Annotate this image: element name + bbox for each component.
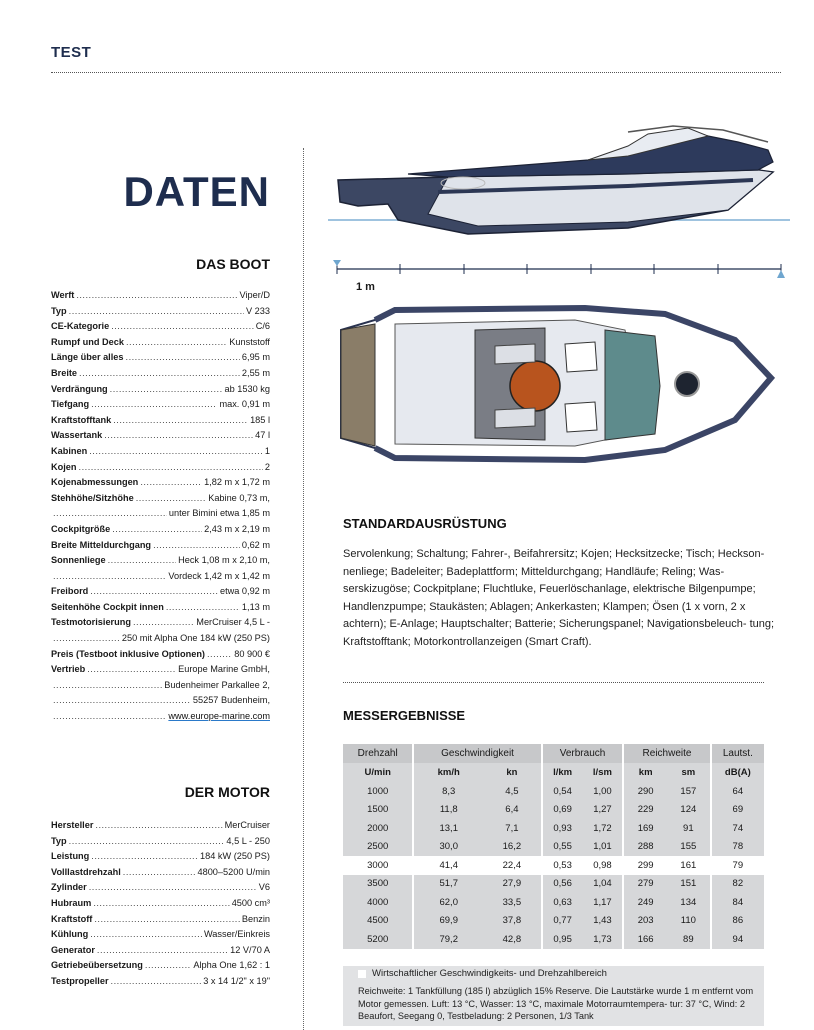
footnote-text: Reichweite: 1 Tankfüllung (185 l) abzüglich 15% Reserve. Die Lautstärke wurde 1 m entfernt vom Motor gemessen. Luft: 13 °C, Wasser: 13 °C, maximale Motorraumtempera- tur: 37 °C, Wind: 2 Beaufort, Seegang 0, Testbeladung: 2 Personen, 1/3 Tank bbox=[358, 986, 754, 1021]
spec-label: Leistung bbox=[51, 851, 90, 862]
table-cell: 7,1 bbox=[483, 819, 542, 838]
table-cell: 82 bbox=[711, 875, 764, 894]
spec-value: 184 kW (250 PS) bbox=[200, 851, 270, 862]
spec-value: Kunststoff bbox=[229, 336, 270, 347]
spec-value: 12 V/70 A bbox=[230, 944, 270, 955]
spec-leader-dots bbox=[53, 709, 166, 725]
spec-value: 6,95 m bbox=[241, 352, 270, 363]
table-cell: 1,00 bbox=[583, 782, 624, 801]
table-cell: 1,72 bbox=[583, 819, 624, 838]
spec-row bbox=[51, 366, 270, 382]
spec-label: Freibord bbox=[51, 586, 89, 597]
spec-row bbox=[51, 631, 270, 647]
spec-row bbox=[51, 319, 270, 335]
table-row bbox=[343, 838, 764, 857]
spec-leader-dots bbox=[108, 553, 176, 569]
legend bbox=[358, 968, 607, 979]
spec-row bbox=[51, 288, 270, 304]
spec-row bbox=[51, 460, 270, 476]
table-cell: 33,5 bbox=[483, 893, 542, 912]
spec-row bbox=[51, 693, 270, 709]
spec-value: Wasser/Einkreis bbox=[203, 929, 270, 940]
table-cell: 42,8 bbox=[483, 930, 542, 949]
spec-label: Preis (Testboot inklusive Optionen) bbox=[51, 648, 205, 659]
spec-leader-dots bbox=[69, 304, 244, 320]
table-cell: 64 bbox=[711, 782, 764, 801]
col-group-drehzahl: Drehzahl bbox=[343, 744, 413, 763]
standard-text: Servolenkung; Schaltung; Fahrer-, Beifahrersitz; Kojen; Hecksitzecke; Tisch; Heckson- nenliege; Badeleiter; Badeplattform; Mitteldurchgang; Handläufe; Reling; Was- serskizugöse; Cockpitplane; Fluchtluke, Feuerlöschanlage, elektrische Bilgenpumpe; Handlenzpumpe; Staukästen; Ablagen; Ankerkasten; Klampen; Ösen (1 x vorn, 2 x achtern); E-Anlage; Hauptschalter; Batterie; Sicherungspanel; Navigationsbeleuch- tung; Kraftstofftank; Motorkontrollanzeigen (Smart Craft). bbox=[343, 548, 775, 648]
spec-leader-dots bbox=[166, 600, 240, 616]
unit-header: U/min bbox=[343, 763, 413, 782]
spec-leader-dots bbox=[126, 335, 227, 351]
spec-label: Kraftstoff bbox=[51, 913, 93, 924]
spec-value: Benzin bbox=[241, 913, 270, 924]
table-cell: 110 bbox=[667, 912, 711, 931]
scale-label: 1 m bbox=[356, 281, 375, 293]
table-cell: 2000 bbox=[343, 819, 413, 838]
spec-label: Breite bbox=[51, 367, 78, 378]
spec-value: ab 1530 kg bbox=[224, 383, 270, 394]
messergebnisse-heading: MESSERGEBNISSE bbox=[343, 708, 466, 723]
spec-leader-dots bbox=[53, 631, 120, 647]
spec-row bbox=[51, 834, 270, 850]
spec-leader-dots bbox=[89, 880, 257, 896]
table-cell: 4000 bbox=[343, 893, 413, 912]
spec-row bbox=[51, 506, 270, 522]
unit-header: l/km bbox=[542, 763, 583, 782]
spec-value: Vordeck 1,42 m x 1,42 m bbox=[168, 570, 270, 581]
unit-header: dB(A) bbox=[711, 763, 764, 782]
spec-value: 55257 Budenheim, bbox=[192, 695, 270, 706]
spec-value: 2,55 m bbox=[241, 367, 270, 378]
table-cell: 229 bbox=[623, 801, 667, 820]
table-cell: 4500 bbox=[343, 912, 413, 931]
table-cell: 51,7 bbox=[413, 875, 483, 894]
table-cell: 27,9 bbox=[483, 875, 542, 894]
measurement-table bbox=[343, 744, 764, 949]
table-cell: 62,0 bbox=[413, 893, 483, 912]
table-cell: 1,27 bbox=[583, 801, 624, 820]
table-cell: 3500 bbox=[343, 875, 413, 894]
table-cell: 249 bbox=[623, 893, 667, 912]
table-cell: 16,2 bbox=[483, 838, 542, 857]
table-cell: 203 bbox=[623, 912, 667, 931]
spec-leader-dots bbox=[91, 397, 217, 413]
spec-leader-dots bbox=[112, 522, 202, 538]
spec-row bbox=[51, 615, 270, 631]
table-cell: 157 bbox=[667, 782, 711, 801]
table-cell: 78 bbox=[711, 838, 764, 857]
spec-leader-dots bbox=[110, 382, 223, 398]
spec-value: etwa 0,92 m bbox=[219, 586, 270, 597]
spec-leader-dots bbox=[79, 366, 240, 382]
spec-label: Kojen bbox=[51, 461, 77, 472]
table-cell: 0,93 bbox=[542, 819, 583, 838]
spec-value: unter Bimini etwa 1,85 m bbox=[168, 508, 270, 519]
spec-leader-dots bbox=[126, 350, 240, 366]
spec-row bbox=[51, 662, 270, 678]
spec-leader-dots bbox=[95, 818, 222, 834]
spec-label: Testmotorisierung bbox=[51, 617, 131, 628]
spec-row bbox=[51, 475, 270, 491]
spec-label: Tiefgang bbox=[51, 399, 90, 410]
mid-divider bbox=[343, 682, 764, 683]
spec-row bbox=[51, 304, 270, 320]
spec-leader-dots bbox=[140, 475, 202, 491]
spec-row bbox=[51, 413, 270, 429]
spec-leader-dots bbox=[89, 444, 263, 460]
spec-row bbox=[51, 647, 270, 663]
spec-row bbox=[51, 538, 270, 554]
spec-value: 185 l bbox=[250, 414, 270, 425]
spec-leader-dots bbox=[145, 958, 191, 974]
spec-row bbox=[51, 350, 270, 366]
table-cell: 79,2 bbox=[413, 930, 483, 949]
spec-value: V6 bbox=[258, 882, 270, 893]
motor-spec-list bbox=[51, 818, 270, 990]
spec-value: 3 x 14 1/2" x 19" bbox=[203, 975, 270, 986]
table-row bbox=[343, 875, 764, 894]
spec-value: 2 bbox=[264, 461, 270, 472]
table-cell: 0,53 bbox=[542, 856, 583, 875]
spec-leader-dots bbox=[136, 491, 207, 507]
spec-leader-dots bbox=[111, 974, 202, 990]
spec-row bbox=[51, 818, 270, 834]
spec-row bbox=[51, 428, 270, 444]
page-title: DATEN bbox=[123, 168, 270, 215]
table-row bbox=[343, 782, 764, 801]
spec-label: Sonnenliege bbox=[51, 555, 106, 566]
spec-label: Testpropeller bbox=[51, 975, 109, 986]
spec-leader-dots bbox=[53, 693, 191, 709]
spec-row bbox=[51, 709, 270, 725]
table-row bbox=[343, 930, 764, 949]
spec-row bbox=[51, 600, 270, 616]
spec-value: MerCruiser bbox=[224, 820, 270, 830]
standard-heading: STANDARDAUSRÜSTUNG bbox=[343, 516, 507, 531]
spec-label: Generator bbox=[51, 944, 95, 955]
table-cell: 151 bbox=[667, 875, 711, 894]
spec-row bbox=[51, 958, 270, 974]
table-cell: 169 bbox=[623, 819, 667, 838]
table-cell: 91 bbox=[667, 819, 711, 838]
table-cell: 166 bbox=[623, 930, 667, 949]
spec-label: Kojenabmessungen bbox=[51, 477, 139, 488]
spec-value: 0,62 m bbox=[241, 539, 270, 550]
table-cell: 0,77 bbox=[542, 912, 583, 931]
table-cell: 1,04 bbox=[583, 875, 624, 894]
table-cell: 161 bbox=[667, 856, 711, 875]
spec-leader-dots bbox=[153, 538, 240, 554]
spec-leader-dots bbox=[53, 569, 166, 585]
table-cell: 37,8 bbox=[483, 912, 542, 931]
spec-leader-dots bbox=[207, 647, 232, 663]
spec-leader-dots bbox=[113, 413, 248, 429]
spec-row bbox=[51, 912, 270, 928]
table-cell: 79 bbox=[711, 856, 764, 875]
spec-leader-dots bbox=[133, 615, 194, 631]
spec-value: Budenheimer Parkallee 2, bbox=[164, 679, 270, 690]
spec-label: Hersteller bbox=[51, 820, 94, 830]
spec-label: Volllastdrehzahl bbox=[51, 866, 121, 877]
table-cell: 3000 bbox=[343, 856, 413, 875]
scale-bar bbox=[331, 258, 787, 280]
table-cell: 11,8 bbox=[413, 801, 483, 820]
spec-leader-dots bbox=[90, 927, 202, 943]
spec-label: Typ bbox=[51, 305, 67, 316]
table-cell: 299 bbox=[623, 856, 667, 875]
table-cell: 1,01 bbox=[583, 838, 624, 857]
unit-header: sm bbox=[667, 763, 711, 782]
spec-row bbox=[51, 943, 270, 959]
table-row bbox=[343, 893, 764, 912]
spec-value: C/6 bbox=[255, 321, 270, 332]
table-cell: 1,73 bbox=[583, 930, 624, 949]
spec-value: 4800–5200 U/min bbox=[197, 866, 270, 877]
spec-leader-dots bbox=[87, 662, 176, 678]
spec-row bbox=[51, 849, 270, 865]
table-cell: 155 bbox=[667, 838, 711, 857]
boot-heading: DAS BOOT bbox=[196, 256, 270, 272]
spec-value: 2,43 m x 2,19 m bbox=[204, 523, 270, 534]
spec-label: Vertrieb bbox=[51, 664, 86, 675]
table-cell: 6,4 bbox=[483, 801, 542, 820]
spec-row bbox=[51, 553, 270, 569]
table-cell: 124 bbox=[667, 801, 711, 820]
spec-value: 1,82 m x 1,72 m bbox=[204, 477, 270, 488]
spec-row bbox=[51, 927, 270, 943]
spec-value: 47 l bbox=[255, 430, 270, 441]
table-cell: 0,54 bbox=[542, 782, 583, 801]
spec-label: Stehhöhe/Sitzhöhe bbox=[51, 492, 134, 503]
table-cell: 30,0 bbox=[413, 838, 483, 857]
table-cell: 279 bbox=[623, 875, 667, 894]
column-divider bbox=[303, 148, 304, 1030]
section-tag: TEST bbox=[51, 44, 92, 61]
spec-value: 4500 cm³ bbox=[231, 897, 270, 908]
spec-leader-dots bbox=[69, 834, 225, 850]
spec-row bbox=[51, 569, 270, 585]
spec-value: 80 900 € bbox=[234, 648, 270, 659]
spec-row bbox=[51, 382, 270, 398]
table-cell: 5200 bbox=[343, 930, 413, 949]
top-divider bbox=[51, 72, 781, 73]
spec-row bbox=[51, 880, 270, 896]
table-cell: 0,55 bbox=[542, 838, 583, 857]
table-cell: 0,98 bbox=[583, 856, 624, 875]
spec-leader-dots bbox=[104, 428, 253, 444]
boot-spec-list bbox=[51, 288, 270, 725]
spec-row bbox=[51, 678, 270, 694]
spec-leader-dots bbox=[94, 912, 240, 928]
spec-row bbox=[51, 397, 270, 413]
spec-row bbox=[51, 865, 270, 881]
unit-header: kn bbox=[483, 763, 542, 782]
legend-text: Wirtschaftlicher Geschwindigkeits- und Drehzahlbereich bbox=[372, 968, 607, 979]
legend-swatch bbox=[358, 970, 366, 978]
spec-leader-dots bbox=[90, 584, 218, 600]
col-group-lautstaerke: Lautst. bbox=[711, 744, 764, 763]
spec-value: 4,5 L - 250 bbox=[226, 835, 270, 846]
spec-row bbox=[51, 335, 270, 351]
spec-value: Alpha One 1,62 : 1 bbox=[193, 960, 270, 971]
table-cell: 1500 bbox=[343, 801, 413, 820]
unit-header: km bbox=[623, 763, 667, 782]
spec-leader-dots bbox=[93, 896, 229, 912]
col-group-geschwindigkeit: Geschwindigkeit bbox=[413, 744, 541, 763]
spec-leader-dots bbox=[79, 460, 263, 476]
spec-leader-dots bbox=[111, 319, 253, 335]
table-cell: 290 bbox=[623, 782, 667, 801]
spec-label: Kabinen bbox=[51, 445, 88, 456]
spec-label: Kühlung bbox=[51, 929, 89, 940]
spec-value: Viper/D bbox=[239, 290, 270, 300]
boat-side-view-illustration bbox=[328, 122, 790, 240]
spec-label: Getriebeübersetzung bbox=[51, 960, 143, 971]
spec-row bbox=[51, 584, 270, 600]
spec-label: Typ bbox=[51, 835, 67, 846]
unit-header: l/sm bbox=[583, 763, 624, 782]
table-row bbox=[343, 819, 764, 838]
spec-leader-dots bbox=[91, 849, 198, 865]
spec-label: Breite Mitteldurchgang bbox=[51, 539, 152, 550]
spec-label: Hubraum bbox=[51, 897, 92, 908]
spec-value: MerCruiser 4,5 L - bbox=[196, 617, 270, 628]
spec-value: max. 0,91 m bbox=[219, 399, 270, 410]
spec-leader-dots bbox=[97, 943, 228, 959]
spec-value: 250 mit Alpha One 184 kW (250 PS) bbox=[121, 633, 270, 644]
boat-top-view-illustration bbox=[335, 300, 777, 470]
spec-row bbox=[51, 444, 270, 460]
table-cell: 2500 bbox=[343, 838, 413, 857]
table-cell: 89 bbox=[667, 930, 711, 949]
table-cell: 1,43 bbox=[583, 912, 624, 931]
table-cell: 94 bbox=[711, 930, 764, 949]
spec-leader-dots bbox=[123, 865, 196, 881]
spec-value: Heck 1,08 m x 2,10 m, bbox=[178, 555, 270, 566]
table-cell: 1000 bbox=[343, 782, 413, 801]
spec-label: CE-Kategorie bbox=[51, 321, 110, 332]
spec-label: Verdrängung bbox=[51, 383, 108, 394]
table-cell: 41,4 bbox=[413, 856, 483, 875]
table-cell: 69,9 bbox=[413, 912, 483, 931]
table-cell: 288 bbox=[623, 838, 667, 857]
table-cell: 0,69 bbox=[542, 801, 583, 820]
unit-header: km/h bbox=[413, 763, 483, 782]
table-cell: 86 bbox=[711, 912, 764, 931]
table-cell: 8,3 bbox=[413, 782, 483, 801]
table-cell: 0,63 bbox=[542, 893, 583, 912]
table-row bbox=[343, 801, 764, 820]
col-group-verbrauch: Verbrauch bbox=[542, 744, 624, 763]
spec-label: Zylinder bbox=[51, 882, 87, 893]
spec-label: Kraftstofftank bbox=[51, 414, 112, 425]
spec-label: Werft bbox=[51, 290, 75, 300]
spec-row bbox=[51, 491, 270, 507]
table-row bbox=[343, 856, 764, 875]
website-link[interactable]: www.europe-marine.com bbox=[168, 711, 270, 722]
table-cell: 1,17 bbox=[583, 893, 624, 912]
spec-leader-dots bbox=[53, 506, 167, 522]
spec-label: Seitenhöhe Cockpit innen bbox=[51, 601, 164, 612]
table-cell: 134 bbox=[667, 893, 711, 912]
table-cell: 69 bbox=[711, 801, 764, 820]
spec-label: Rumpf und Deck bbox=[51, 336, 124, 347]
table-row bbox=[343, 912, 764, 931]
spec-label: Länge über alles bbox=[51, 352, 124, 363]
col-group-reichweite: Reichweite bbox=[623, 744, 710, 763]
table-cell: 0,95 bbox=[542, 930, 583, 949]
spec-leader-dots bbox=[76, 288, 237, 304]
table-cell: 74 bbox=[711, 819, 764, 838]
spec-value: V 233 bbox=[245, 305, 270, 316]
table-cell: 0,56 bbox=[542, 875, 583, 894]
spec-value: 1 bbox=[264, 445, 270, 456]
table-cell: 84 bbox=[711, 893, 764, 912]
spec-value: 1,13 m bbox=[241, 601, 270, 612]
spec-row bbox=[51, 896, 270, 912]
table-cell: 22,4 bbox=[483, 856, 542, 875]
spec-label: Cockpitgröße bbox=[51, 523, 111, 534]
spec-row bbox=[51, 522, 270, 538]
spec-value: Europe Marine GmbH, bbox=[178, 664, 270, 675]
spec-leader-dots bbox=[53, 678, 162, 694]
table-cell: 4,5 bbox=[483, 782, 542, 801]
spec-label: Wassertank bbox=[51, 430, 103, 441]
motor-heading: DER MOTOR bbox=[184, 784, 270, 800]
spec-row bbox=[51, 974, 270, 990]
table-cell: 13,1 bbox=[413, 819, 483, 838]
spec-value: Kabine 0,73 m, bbox=[208, 492, 270, 503]
